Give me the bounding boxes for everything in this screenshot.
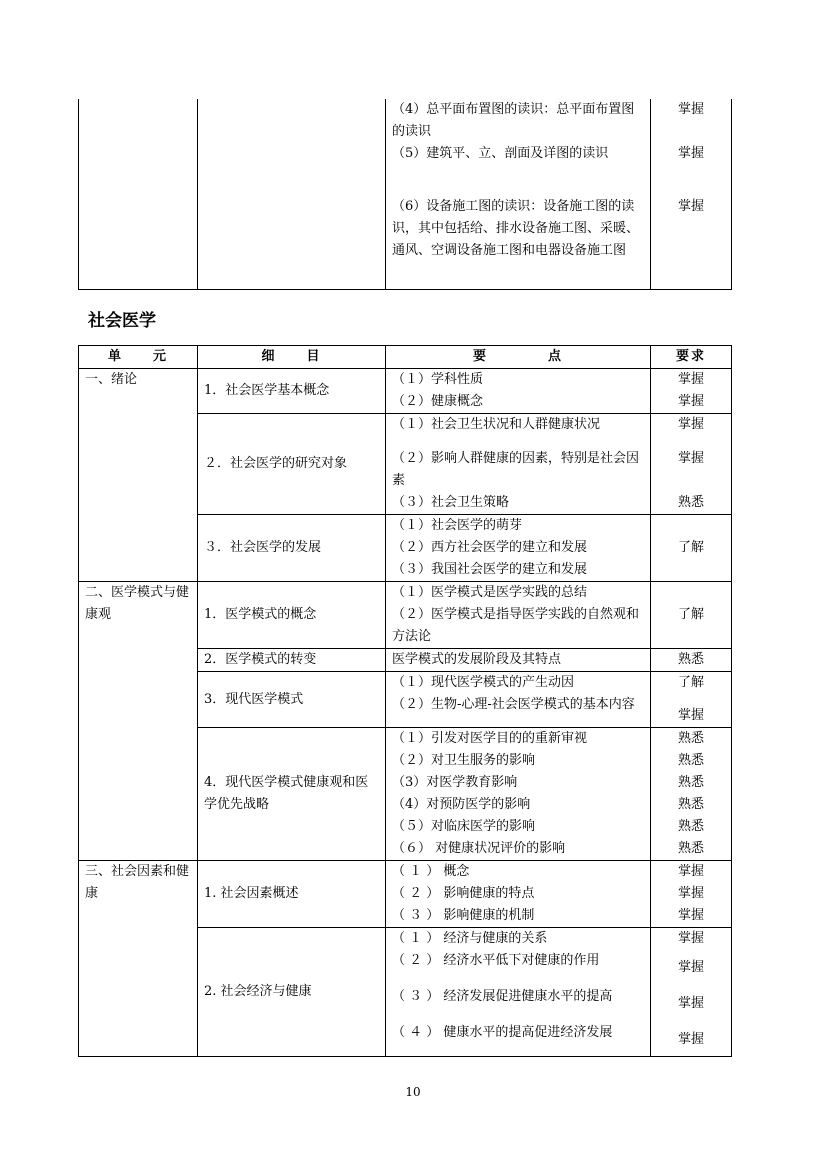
detail-cell: 2. 社会经济与健康 <box>198 928 386 1057</box>
page-number: 10 <box>405 1085 421 1099</box>
req: 掌握 <box>677 417 704 432</box>
header-detail: 细 目 <box>198 346 386 369</box>
point: （３）社会卫生策略 <box>392 495 510 510</box>
req: 了解 <box>677 675 704 690</box>
table-row <box>79 99 732 290</box>
point: （ １ ） 经济与健康的关系 <box>392 931 548 946</box>
detail-cell: 2．医学模式的转变 <box>198 649 386 672</box>
point: （ ３ ） 影响健康的机制 <box>392 908 535 923</box>
unit-cell: 三、社会因素和健康 <box>79 861 198 1057</box>
point: （ ２ ） 经济水平低下对健康的作用 <box>392 953 600 968</box>
req: 熟悉 <box>677 753 704 768</box>
continued-table <box>78 99 732 290</box>
req: 掌握 <box>677 931 704 946</box>
point: （ １ ） 概念 <box>392 864 470 879</box>
section-title: 社会医学 <box>88 311 156 331</box>
req: 熟悉 <box>677 819 704 834</box>
req: 掌握 <box>677 451 704 466</box>
point: （ ３ ） 经济发展促进健康水平的提高 <box>392 989 613 1004</box>
point: （１）社会医学的萌芽 <box>392 518 523 533</box>
detail-cell: ３．社会医学的发展 <box>198 515 386 582</box>
points-cell <box>386 861 651 928</box>
req: 掌握 <box>677 146 704 161</box>
req: 掌握 <box>677 199 704 214</box>
header-points: 要 点 <box>386 346 651 369</box>
point: （5）建筑平、立、剖面及详图的读识 <box>392 146 609 161</box>
req: 熟悉 <box>677 775 704 790</box>
detail-cell: 1．社会医学基本概念 <box>198 369 386 414</box>
req: 掌握 <box>677 708 704 723</box>
point: （２）对卫生服务的影响 <box>392 753 536 768</box>
points-cell <box>386 928 651 1057</box>
points-cell <box>386 672 651 728</box>
table-row <box>79 861 732 928</box>
header-req: 要求 <box>651 346 732 369</box>
table-row <box>79 582 732 649</box>
point: （3）对医学教育影响 <box>392 775 518 790</box>
point: （１）现代医学模式的产生动因 <box>392 675 575 690</box>
header-unit: 单 元 <box>79 346 198 369</box>
req: 掌握 <box>677 908 704 923</box>
req-cell <box>651 861 732 928</box>
point: （１）社会卫生状况和人群健康状况 <box>392 417 601 432</box>
req: 掌握 <box>677 960 704 975</box>
detail-cell: 4．现代医学模式健康观和医学优先战略 <box>198 728 386 861</box>
point: （１）医学模式是医学实践的总结 <box>392 585 588 600</box>
points-cell <box>386 728 651 861</box>
unit-cell: 一、绪论 <box>79 369 198 582</box>
point: （１）学科性质 <box>392 372 484 387</box>
point: （ ２ ） 影响健康的特点 <box>392 886 535 901</box>
req: 掌握 <box>677 102 704 117</box>
req: 掌握 <box>677 886 704 901</box>
point: （２）影响人群健康的因素，特别是社会因素 <box>392 451 640 488</box>
req: 掌握 <box>677 372 704 387</box>
req: 熟悉 <box>677 731 704 746</box>
points-cell <box>386 369 651 414</box>
req-cell <box>651 928 732 1057</box>
syllabus-table <box>78 345 732 1057</box>
points-cell <box>386 582 651 649</box>
point: （３）我国社会医学的建立和发展 <box>392 562 588 577</box>
points-cell <box>386 414 651 515</box>
table-header-row <box>79 346 732 369</box>
point: （２）生物-心理-社会医学模式的基本内容 <box>392 697 635 712</box>
req: 熟悉 <box>677 841 704 856</box>
detail-cell-empty <box>198 99 386 290</box>
point: （２）健康概念 <box>392 394 484 409</box>
req: 掌握 <box>677 996 704 1011</box>
req: 熟悉 <box>677 495 704 510</box>
req-cell: 了解 <box>651 515 732 582</box>
req-cell <box>651 728 732 861</box>
point: （６） 对健康状况评价的影响 <box>392 841 566 856</box>
points-cell <box>386 99 651 290</box>
req-cell: 熟悉 <box>651 649 732 672</box>
req: 掌握 <box>677 864 704 879</box>
detail-cell: 1. 社会因素概述 <box>198 861 386 928</box>
point: （１）引发对医学目的的重新审视 <box>392 731 588 746</box>
detail-cell: 1．医学模式的概念 <box>198 582 386 649</box>
detail-cell: ２．社会医学的研究对象 <box>198 414 386 515</box>
point: （２）医学模式是指导医学实践的自然观和方法论 <box>392 607 640 644</box>
point: （２）西方社会医学的建立和发展 <box>392 540 588 555</box>
point: （4）总平面布置图的读识：总平面布置图的读识 <box>392 102 635 139</box>
point: （ ４ ） 健康水平的提高促进经济发展 <box>392 1025 613 1040</box>
points-cell <box>386 515 651 582</box>
req: 掌握 <box>677 1032 704 1047</box>
unit-cell: 二、医学模式与健康观 <box>79 582 198 861</box>
req: 掌握 <box>677 394 704 409</box>
req-cell <box>651 99 732 290</box>
points-cell: 医学模式的发展阶段及其特点 <box>386 649 651 672</box>
point: （4）对预防医学的影响 <box>392 797 531 812</box>
table-row <box>79 369 732 414</box>
req-cell <box>651 369 732 414</box>
req-cell <box>651 672 732 728</box>
detail-cell: 3．现代医学模式 <box>198 672 386 728</box>
req-cell <box>651 414 732 515</box>
req: 熟悉 <box>677 797 704 812</box>
point: （6）设备施工图的读识：设备施工图的读识，其中包括给、排水设备施工图、采暖、通风、空调设备施工图和电器设备施工图 <box>392 199 640 258</box>
req-cell: 了解 <box>651 582 732 649</box>
point: （５）对临床医学的影响 <box>392 819 536 834</box>
unit-cell-empty <box>79 99 198 290</box>
